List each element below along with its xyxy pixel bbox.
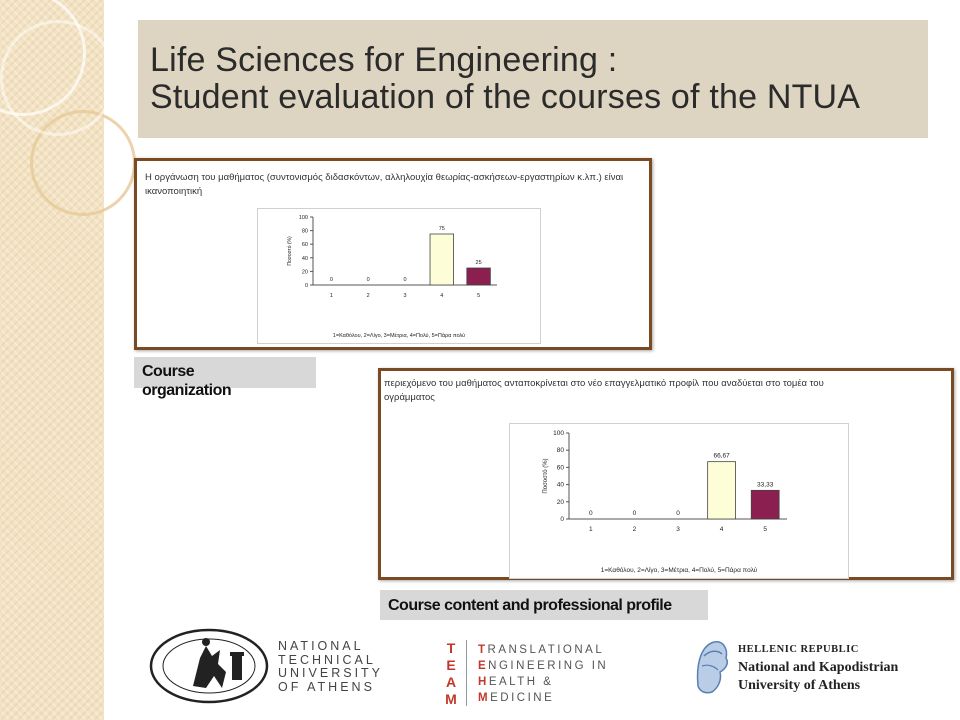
- y-tick-label: 0: [560, 516, 564, 523]
- y-tick-label: 80: [301, 228, 308, 235]
- slide-title: [150, 42, 860, 116]
- team-letter: T: [446, 640, 456, 656]
- y-tick-label: 0: [304, 283, 308, 289]
- bar-chart-course-organization: [257, 208, 541, 344]
- y-tick-label: 100: [553, 430, 564, 437]
- y-tick-label: 60: [301, 242, 308, 249]
- ntua-name-line: OF ATHENS: [278, 679, 375, 694]
- ntua-name-line: UNIVERSITY: [278, 666, 384, 680]
- decorative-circle: [0, 20, 116, 136]
- data-label: 25: [475, 260, 482, 266]
- team-letter: M: [445, 691, 457, 707]
- uoa-name-line: University of Athens: [738, 678, 861, 693]
- uoa-athena-logo: [690, 636, 732, 696]
- ntua-name: [278, 640, 383, 694]
- data-label: 66,67: [713, 452, 730, 460]
- team-divider: [466, 640, 467, 706]
- uoa-country: HELLENIC REPUBLIC: [738, 644, 859, 655]
- x-tick-label: 1: [588, 526, 593, 533]
- x-tick-label: 1: [329, 293, 333, 299]
- ntua-seal-logo: [148, 628, 270, 704]
- bar-4: [430, 234, 454, 285]
- ntua-name-line: TECHNICAL: [278, 652, 376, 667]
- bar-5: [467, 268, 491, 285]
- y-tick-label: 100: [298, 215, 308, 221]
- caption-course-organization: [134, 357, 316, 399]
- x-tick-label: 4: [719, 526, 724, 533]
- team-letter: E: [446, 657, 456, 673]
- x-tick-label: 2: [632, 526, 637, 533]
- y-tick-label: 20: [301, 269, 308, 276]
- team-logo: [444, 638, 644, 710]
- chart-question: [384, 377, 952, 405]
- chart-panel-course-content: [378, 368, 954, 580]
- y-tick-label: 80: [556, 447, 564, 455]
- x-tick-label: 5: [477, 293, 481, 299]
- x-tick-label: 2: [366, 293, 370, 299]
- data-label: 0: [366, 277, 370, 283]
- team-expansion: [478, 642, 608, 706]
- slide-title-line-1: Life Sciences for Engineering :: [150, 41, 618, 79]
- uoa-name: [738, 641, 898, 695]
- data-label: 0: [588, 510, 593, 517]
- x-axis-label: 1=Καθόλου, 2=Λίγο, 3=Μέτρια, 4=Πολύ, 5=Πάρα πολύ: [600, 567, 758, 574]
- chart-question-line-1: Η οργάνωση του μαθήματος (συντονισμός διδασκόντων, αλληλουχία θεωρίας-ασκήσεων-εργαστηρίων κ.λπ.) είναι: [145, 172, 624, 183]
- x-tick-label: 4: [440, 293, 444, 299]
- caption-course-content: [380, 590, 708, 620]
- data-label: 0: [403, 277, 407, 283]
- uoa-name-line: National and Kapodistrian: [738, 660, 899, 675]
- y-tick-label: 20: [556, 498, 564, 506]
- chart-panel-course-organization: [134, 158, 652, 350]
- slide-title-line-2: Student evaluation of the courses of the NTUA: [150, 78, 861, 116]
- x-tick-label: 3: [403, 293, 407, 299]
- caption-text: Course organization: [142, 363, 232, 399]
- data-label: 33,33: [757, 481, 774, 489]
- y-tick-label: 60: [556, 464, 564, 472]
- data-label: 0: [632, 510, 637, 517]
- x-axis-label: 1=Καθόλου, 2=Λίγο, 3=Μέτρια, 4=Πολύ, 5=Πάρα πολύ: [332, 333, 466, 339]
- data-label: 75: [438, 226, 445, 232]
- team-line: MEDICINE: [478, 692, 555, 704]
- team-letter: A: [445, 674, 457, 690]
- chart-question-line-1: περιεχόμενο του μαθήματος ανταποκρίνεται στο νέο επαγγελματικό προφίλ που αναδύεται στο τομέα του: [384, 378, 824, 389]
- team-line: TRANSLATIONAL: [478, 644, 605, 656]
- caption-text: Course content and professional profile: [388, 597, 672, 614]
- y-tick-label: 40: [556, 481, 564, 489]
- y-axis-label: Ποσοστό (%): [287, 236, 293, 266]
- ntua-name-line: NATIONAL: [278, 639, 364, 653]
- bar-chart-course-content: [509, 423, 849, 579]
- chart-question: [145, 171, 645, 199]
- y-axis-label: Ποσοστό (%): [543, 458, 549, 494]
- x-tick-label: 3: [676, 526, 680, 533]
- bar-5: [751, 490, 779, 519]
- team-line: ENGINEERING IN: [478, 660, 609, 672]
- chart-area-frame: [258, 209, 541, 344]
- x-tick-label: 5: [763, 526, 768, 533]
- chart-question-line-2: ικανοποιητική: [145, 186, 203, 197]
- data-label: 0: [676, 510, 680, 517]
- chart-question-line-2: ογράμματος: [384, 392, 435, 403]
- y-tick-label: 40: [301, 255, 308, 262]
- data-label: 0: [329, 277, 333, 283]
- bar-4: [708, 462, 736, 519]
- team-line: HEALTH &: [478, 676, 554, 688]
- team-acronym: [444, 640, 458, 708]
